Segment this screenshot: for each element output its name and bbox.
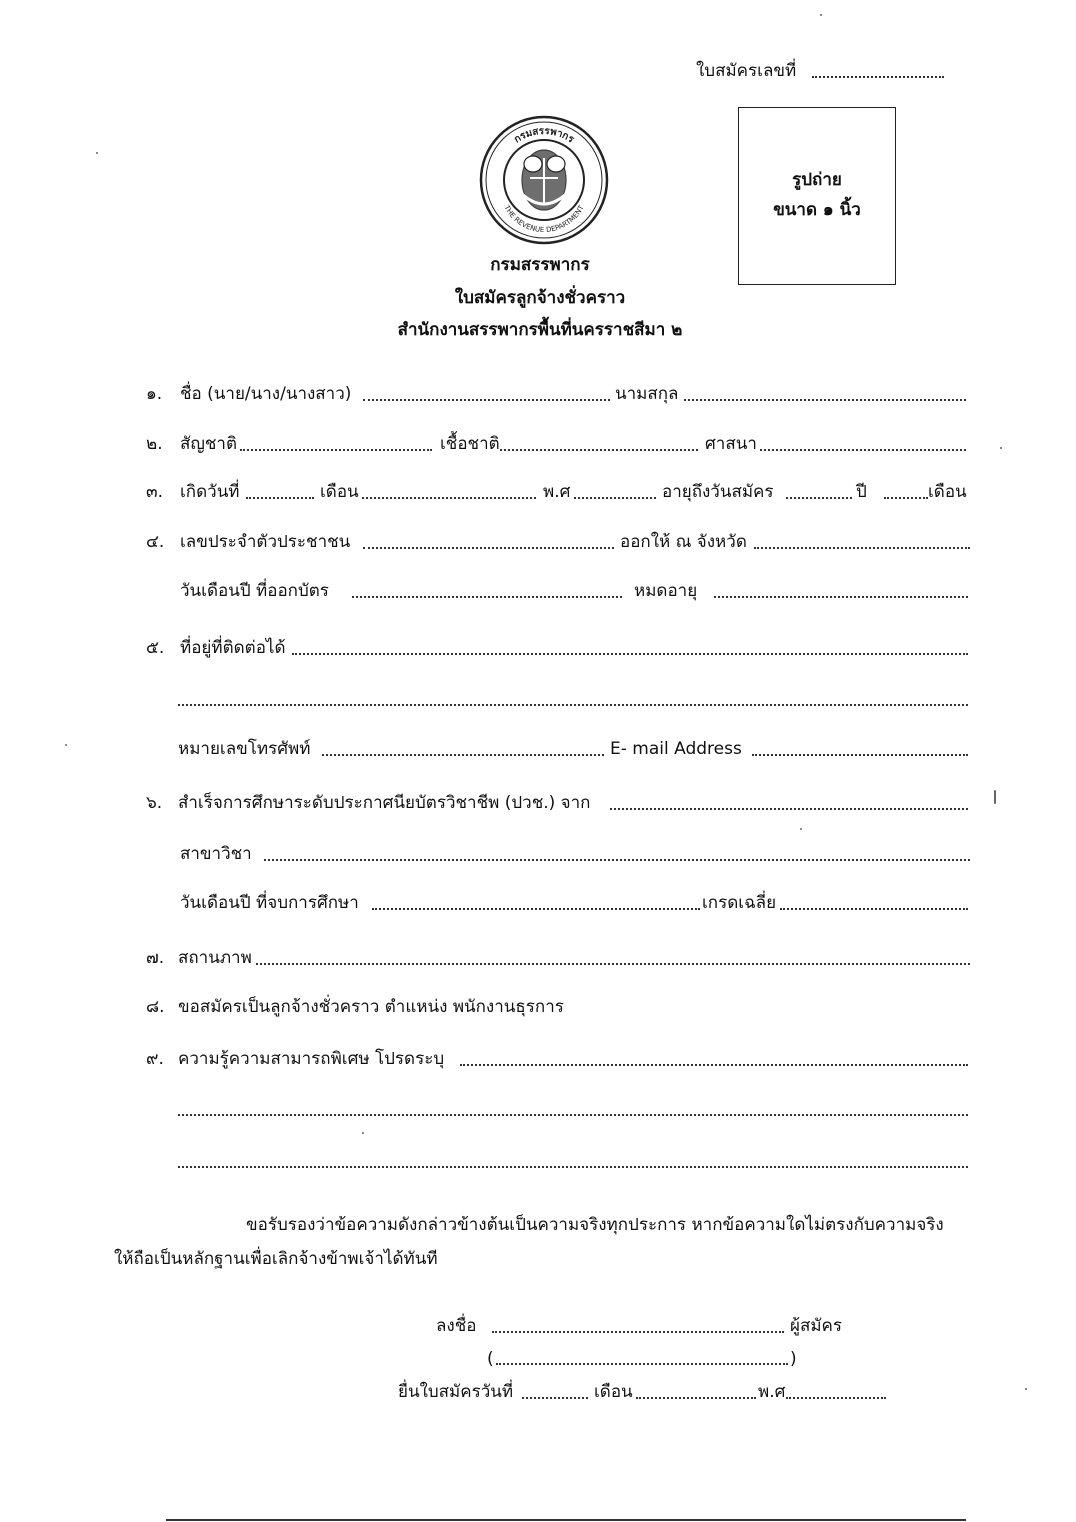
address-label: ที่อยู่ที่ติดต่อได้ (180, 638, 286, 658)
birth-year-field[interactable] (574, 497, 656, 499)
field-8-number: ๘. (146, 997, 165, 1017)
surname-field[interactable] (684, 399, 966, 401)
grad-date-label: วันเดือนปี ที่จบการศึกษา (180, 893, 359, 913)
gpa-field[interactable] (780, 908, 968, 910)
field-6-number: ๖. (146, 793, 163, 813)
sign-label: ลงชื่อ (436, 1316, 477, 1336)
skills-label: ความรู้ความสามารถพิเศษ โปรดระบุ (178, 1049, 445, 1069)
scan-speck (994, 790, 996, 804)
bottom-edge-line (166, 1519, 966, 1521)
scan-speck (96, 152, 98, 154)
field-3-number: ๓. (146, 482, 164, 502)
id-card-label: เลขประจำตัวประชาชน (180, 532, 351, 552)
address-field-line1[interactable] (292, 653, 968, 655)
department-name: กรมสรรพากร (490, 255, 590, 275)
scan-speck (65, 744, 67, 746)
religion-field[interactable] (760, 449, 966, 451)
id-card-field[interactable] (363, 547, 614, 549)
religion-label: ศาสนา (705, 434, 757, 454)
signature-field[interactable] (492, 1331, 784, 1333)
office-name: สำนักงานสรรพากรพื้นที่นครราชสีมา ๒ (397, 320, 683, 340)
application-no-field[interactable] (812, 76, 944, 78)
field-1-number: ๑. (146, 384, 163, 404)
scan-speck (1025, 1388, 1027, 1390)
address-field-line2[interactable] (178, 704, 968, 706)
issue-date-field[interactable] (352, 596, 622, 598)
skills-field-line2[interactable] (178, 1114, 968, 1116)
race-field[interactable] (500, 449, 698, 451)
submit-year-label: พ.ศ (758, 1382, 786, 1402)
field-4-number: ๔. (146, 532, 165, 552)
field-9-number: ๙. (146, 1049, 164, 1069)
email-field[interactable] (752, 754, 968, 756)
skills-field-line3[interactable] (178, 1166, 968, 1168)
field-5-number: ๕. (146, 638, 165, 658)
scan-speck (800, 828, 802, 830)
race-label: เชื้อชาติ (440, 434, 500, 454)
birth-day-label: เกิดวันที่ (180, 482, 240, 502)
field-2-number: ๒. (146, 434, 163, 454)
scan-speck (1000, 447, 1002, 449)
name-field[interactable] (363, 399, 610, 401)
application-no-label: ใบสมัครเลขที่ (696, 61, 797, 81)
age-months-label: เดือน (928, 482, 967, 502)
expiry-label: หมดอายุ (634, 581, 698, 601)
gpa-label: เกรดเฉลี่ย (702, 893, 777, 913)
revenue-department-seal (478, 114, 610, 246)
field-1-name-label: ชื่อ (นาย/นาง/นางสาว) (180, 384, 352, 404)
age-months-field[interactable] (884, 497, 928, 499)
issued-province-label: ออกให้ ณ จังหวัด (620, 532, 747, 552)
field-7-number: ๗. (146, 948, 165, 968)
issued-province-field[interactable] (754, 547, 970, 549)
photo-box-line1: รูปถ่าย (792, 170, 842, 190)
close-paren: ) (790, 1349, 797, 1369)
status-field[interactable] (256, 963, 970, 965)
age-years-label: ปี (856, 482, 867, 502)
education-label: สำเร็จการศึกษาระดับประกาศนียบัตรวิชาชีพ (ปวช.) จาก (178, 793, 591, 813)
scan-speck (820, 14, 822, 16)
email-label: E- mail Address (610, 739, 742, 759)
birth-day-field[interactable] (246, 497, 314, 499)
position-text: ขอสมัครเป็นลูกจ้างชั่วคราว ตำแหน่ง พนักงานธุรการ (178, 997, 564, 1017)
age-label: อายุถึงวันสมัคร (662, 482, 774, 502)
form-title: ใบสมัครลูกจ้างชั่วคราว (454, 288, 626, 308)
applicant-label: ผู้สมัคร (790, 1316, 843, 1336)
nationality-field[interactable] (240, 449, 432, 451)
major-label: สาขาวิชา (180, 844, 252, 864)
major-field[interactable] (264, 859, 970, 861)
photo-box-line2: ขนาด ๑ นิ้ว (773, 200, 861, 220)
submit-date-label: ยื่นใบสมัครวันที่ (398, 1382, 514, 1402)
submit-month-field[interactable] (636, 1397, 756, 1399)
skills-field-line1[interactable] (460, 1064, 968, 1066)
status-label: สถานภาพ (178, 948, 252, 968)
seal-text-top: กรมสรรพากร (512, 125, 576, 146)
education-field[interactable] (610, 808, 968, 810)
issue-date-label: วันเดือนปี ที่ออกบัตร (180, 581, 329, 601)
submit-year-field[interactable] (786, 1397, 886, 1399)
birth-month-label: เดือน (320, 482, 359, 502)
nationality-label: สัญชาติ (180, 434, 237, 454)
field-1-surname-label: นามสกุล (615, 384, 679, 404)
printed-name-field[interactable] (496, 1363, 788, 1365)
seal-text-bottom: THE REVENUE DEPARTMENT (502, 204, 586, 235)
phone-label: หมายเลขโทรศัพท์ (178, 739, 311, 759)
expiry-field[interactable] (714, 596, 968, 598)
phone-field[interactable] (322, 754, 604, 756)
declaration-line2: ให้ถือเป็นหลักฐานเพื่อเลิกจ้างข้าพเจ้าได้ทันที (114, 1249, 438, 1269)
scan-speck (362, 1132, 364, 1134)
submit-month-label: เดือน (594, 1382, 633, 1402)
grad-date-field[interactable] (372, 908, 700, 910)
declaration-line1: ขอรับรองว่าข้อความดังกล่าวข้างต้นเป็นความจริงทุกประการ หากข้อความใดไม่ตรงกับความจริง (246, 1215, 944, 1235)
svg-text:กรมสรรพากร (512, 126, 576, 146)
age-years-field[interactable] (786, 497, 852, 499)
birth-month-field[interactable] (362, 497, 536, 499)
birth-year-label: พ.ศ (543, 482, 571, 502)
open-paren: ( (487, 1349, 494, 1369)
submit-day-field[interactable] (522, 1397, 588, 1399)
